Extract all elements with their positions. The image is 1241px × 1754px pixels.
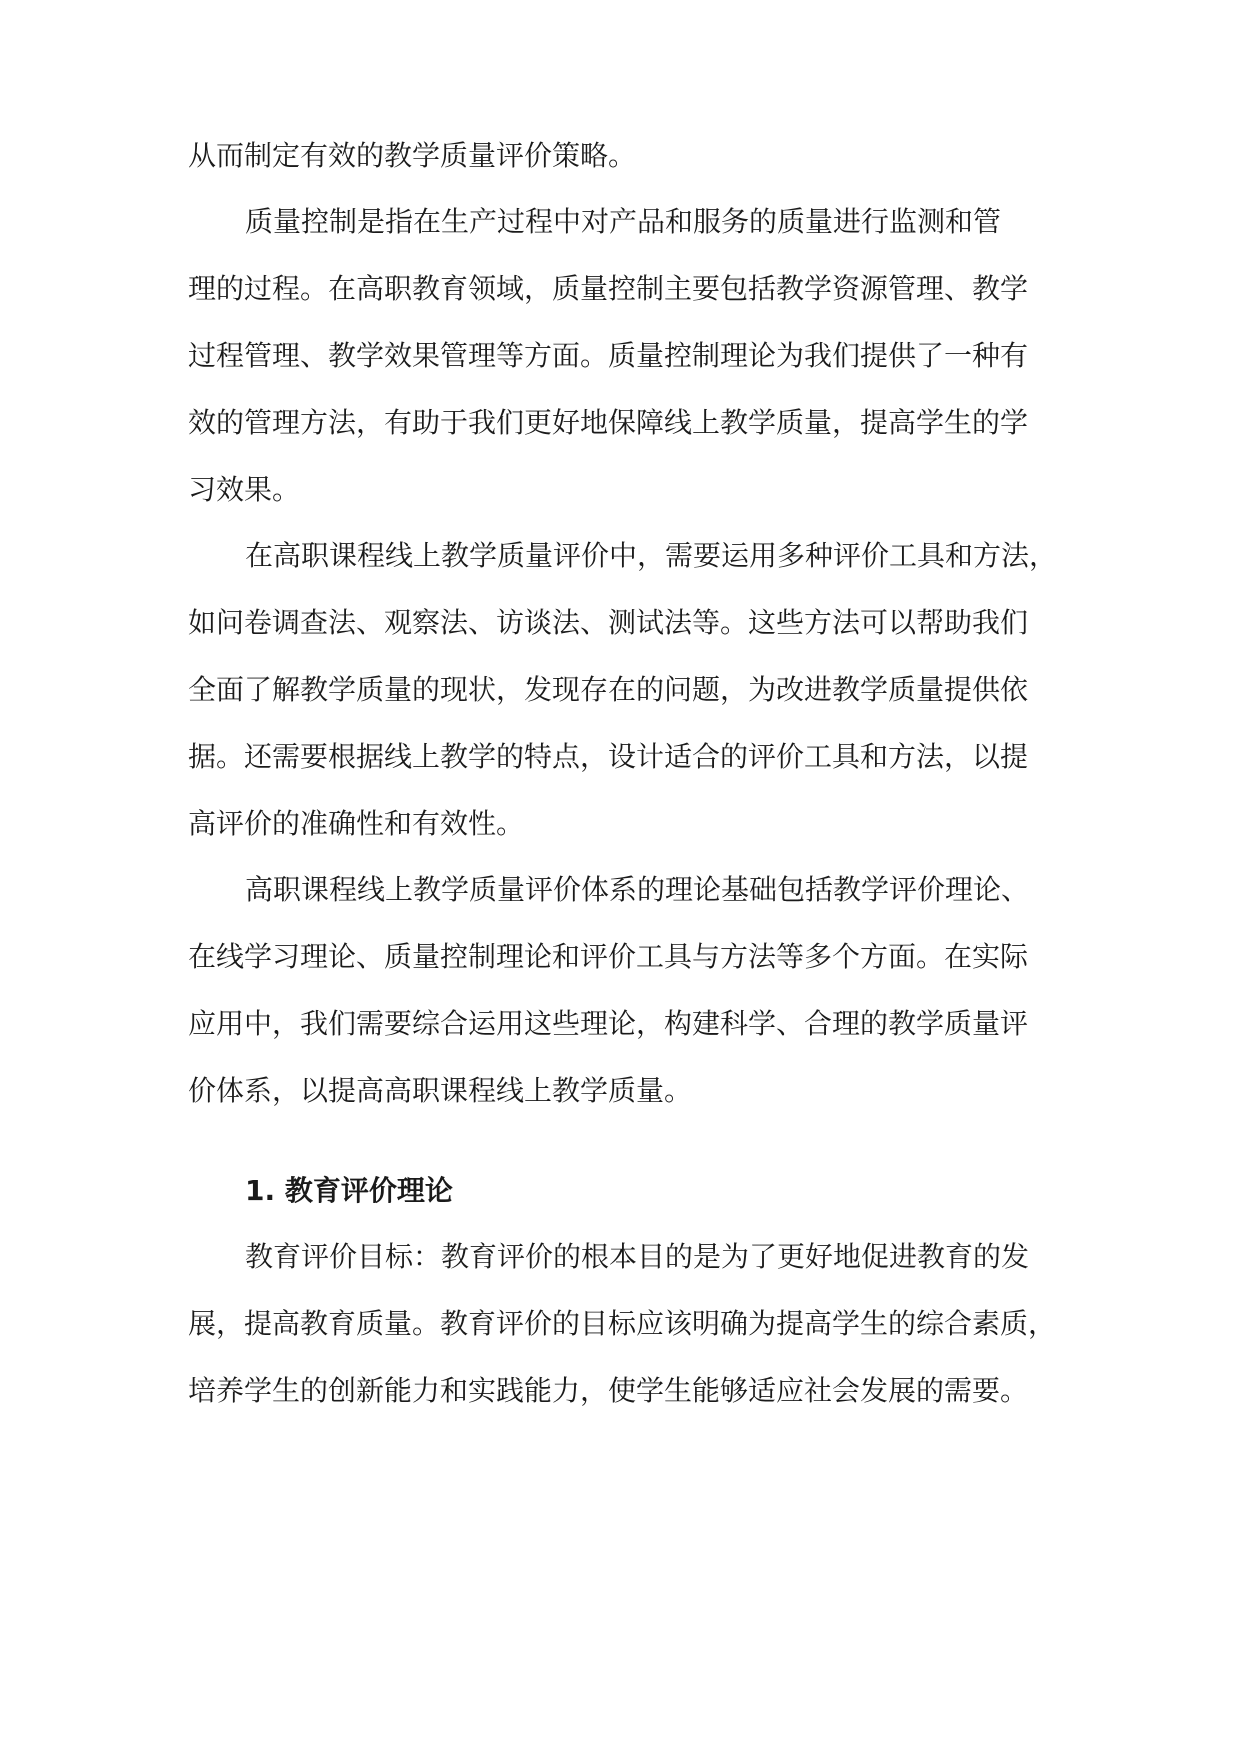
paragraph-line: 从而制定有效的教学质量评价策略。 — [188, 139, 637, 172]
section-heading: 1. 教育评价理论 — [245, 1174, 453, 1207]
paragraph-line: 培养学生的创新能力和实践能力，使学生能够适应社会发展的需要。 — [188, 1374, 1029, 1407]
paragraph-line: 质量控制是指在生产过程中对产品和服务的质量进行监测和管 — [245, 205, 1002, 238]
paragraph-line: 应用中，我们需要综合运用这些理论，构建科学、合理的教学质量评 — [188, 1007, 1029, 1040]
paragraph-line: 理的过程。在高职教育领域，质量控制主要包括教学资源管理、教学 — [188, 272, 1029, 305]
paragraph-line: 在线学习理论、质量控制理论和评价工具与方法等多个方面。在实际 — [188, 940, 1029, 973]
paragraph-line: 全面了解教学质量的现状，发现存在的问题，为改进教学质量提供依 — [188, 673, 1029, 706]
paragraph-line: 习效果。 — [188, 473, 301, 506]
paragraph-line: 效的管理方法，有助于我们更好地保障线上教学质量，提高学生的学 — [188, 406, 1029, 439]
paragraph-line: 价体系，以提高高职课程线上教学质量。 — [188, 1074, 693, 1107]
paragraph-line: 如问卷调查法、观察法、访谈法、测试法等。这些方法可以帮助我们 — [188, 606, 1029, 639]
paragraph-line: 过程管理、教学效果管理等方面。质量控制理论为我们提供了一种有 — [188, 339, 1029, 372]
paragraph-line: 展，提高教育质量。教育评价的目标应该明确为提高学生的综合素质， — [188, 1307, 1057, 1340]
paragraph-line: 在高职课程线上教学质量评价中，需要运用多种评价工具和方法， — [245, 539, 1058, 572]
paragraph-line: 高评价的准确性和有效性。 — [188, 807, 525, 840]
paragraph-line: 教育评价目标：教育评价的根本目的是为了更好地促进教育的发 — [245, 1240, 1030, 1273]
paragraph-line: 据。还需要根据线上教学的特点，设计适合的评价工具和方法，以提 — [188, 740, 1029, 773]
paragraph-line: 高职课程线上教学质量评价体系的理论基础包括教学评价理论、 — [245, 873, 1030, 906]
